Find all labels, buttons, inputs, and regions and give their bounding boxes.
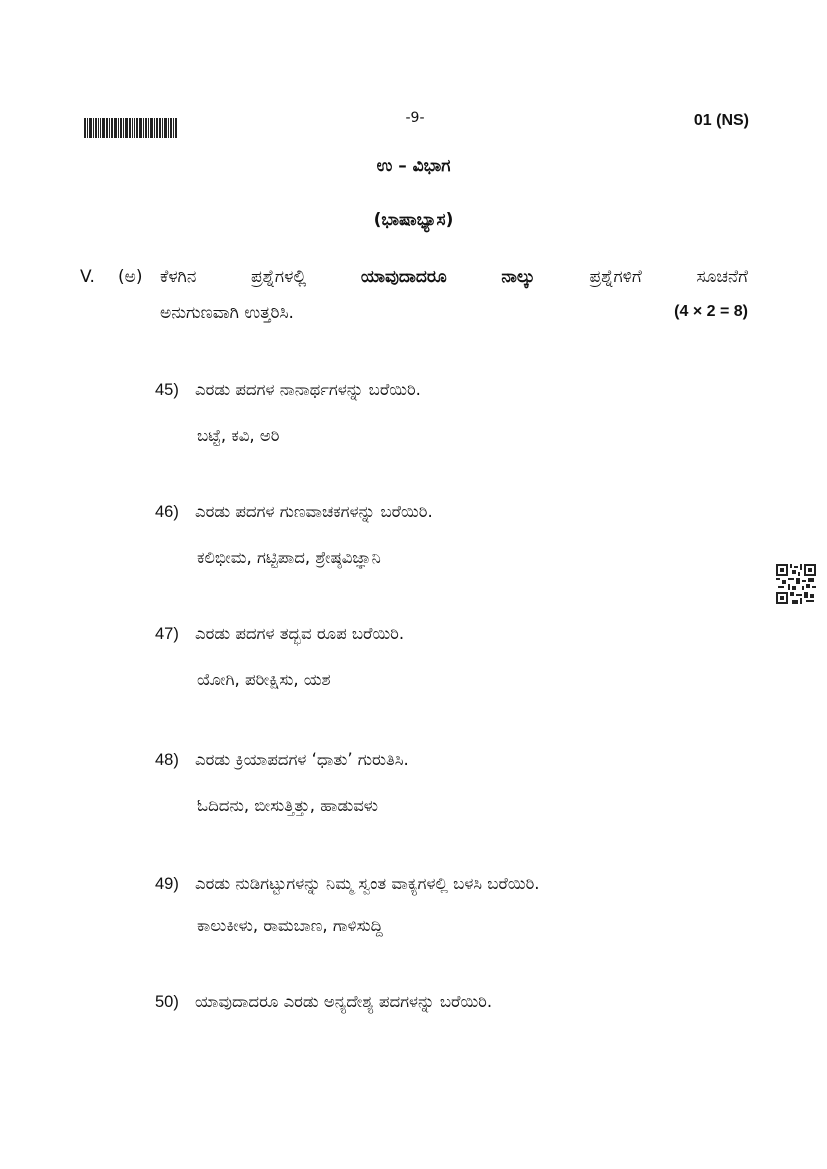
question-number: 45) (155, 381, 179, 399)
question-number: 48) (155, 751, 179, 769)
question-47 (155, 624, 404, 644)
paper-code: 01 (NS) (693, 112, 749, 129)
instruction-word: ಸೂಚನೆಗೆ (696, 267, 748, 287)
question-number: 47) (155, 625, 179, 643)
roman-numeral: V. (80, 267, 95, 287)
answer-options-49: ಕಾಲುಕೀಳು, ರಾಮಬಾಣ, ಗಾಳಿಸುದ್ದಿ (197, 916, 383, 935)
page-number: -9- (405, 110, 425, 126)
answer-options-48: ಓದಿದನು, ಬೀಸುತ್ತಿತ್ತು, ಹಾಡುವಳು (197, 796, 379, 815)
marks-allocation: (4 × 2 = 8) (674, 303, 748, 320)
answer-options-45: ಬಟ್ಟೆ, ಕವಿ, ಅರಿ (197, 426, 280, 445)
question-50 (155, 992, 492, 1012)
instruction-word: ಕೆಳಗಿನ (160, 267, 197, 287)
question-45 (155, 380, 421, 400)
question-text: ಎರಡು ಪದಗಳ ನಾನಾರ್ಥಗಳನ್ನು ಬರೆಯಿರಿ. (195, 380, 421, 399)
section-title: ಉ – ವಿಭಾಗ (376, 156, 451, 176)
barcode (84, 118, 192, 138)
question-text: ಎರಡು ಪದಗಳ ತದ್ಭವ ರೂಪ ಬರೆಯಿರಿ. (195, 624, 405, 643)
instruction-line-1 (160, 267, 748, 287)
instruction-word-bold: ಯಾವುದಾದರೂ (360, 267, 447, 287)
instruction-word: ಪ್ರಶ್ನೆಗಳಿಗೆ (589, 267, 642, 287)
question-text: ಯಾವುದಾದರೂ ಎರಡು ಅನ್ಯದೇಶ್ಯ ಪದಗಳನ್ನು ಬರೆಯಿರಿ. (195, 992, 493, 1011)
answer-options-46: ಕಲಿಭೀಮ, ಗಟ್ಟಿಪಾದ, ಶ್ರೇಷ್ಠವಿಜ್ಞಾನಿ (197, 548, 381, 567)
qr-code (776, 564, 816, 604)
question-49 (155, 874, 540, 894)
sub-section-label: (ಅ) (118, 267, 143, 287)
instruction-word: ಪ್ರಶ್ನೆಗಳಲ್ಲಿ (250, 267, 307, 287)
question-text: ಎರಡು ಕ್ರಿಯಾಪದಗಳ ‘ಧಾತು’ ಗುರುತಿಸಿ. (195, 750, 409, 769)
question-48 (155, 750, 409, 770)
instruction-word-bold: ನಾಲ್ಕು (501, 267, 535, 287)
question-number: 49) (155, 875, 179, 893)
answer-options-47: ಯೋಗಿ, ಪರೀಕ್ಷಿಸು, ಯಶ (197, 670, 331, 689)
instruction-line-2: ಅನುಗುಣವಾಗಿ ಉತ್ತರಿಸಿ. (160, 303, 294, 323)
question-text: ಎರಡು ನುಡಿಗಟ್ಟುಗಳನ್ನು ನಿಮ್ಮ ಸ್ವಂತ ವಾಕ್ಯಗಳಲ್ಲಿ ಬಳಸಿ ಬರೆಯಿರಿ. (195, 874, 540, 893)
question-46 (155, 502, 433, 522)
question-number: 46) (155, 503, 179, 521)
question-text: ಎರಡು ಪದಗಳ ಗುಣವಾಚಕಗಳನ್ನು ಬರೆಯಿರಿ. (195, 502, 433, 521)
section-subtitle: (ಭಾಷಾಭ್ಯಾಸ) (373, 210, 454, 230)
question-number: 50) (155, 993, 179, 1011)
